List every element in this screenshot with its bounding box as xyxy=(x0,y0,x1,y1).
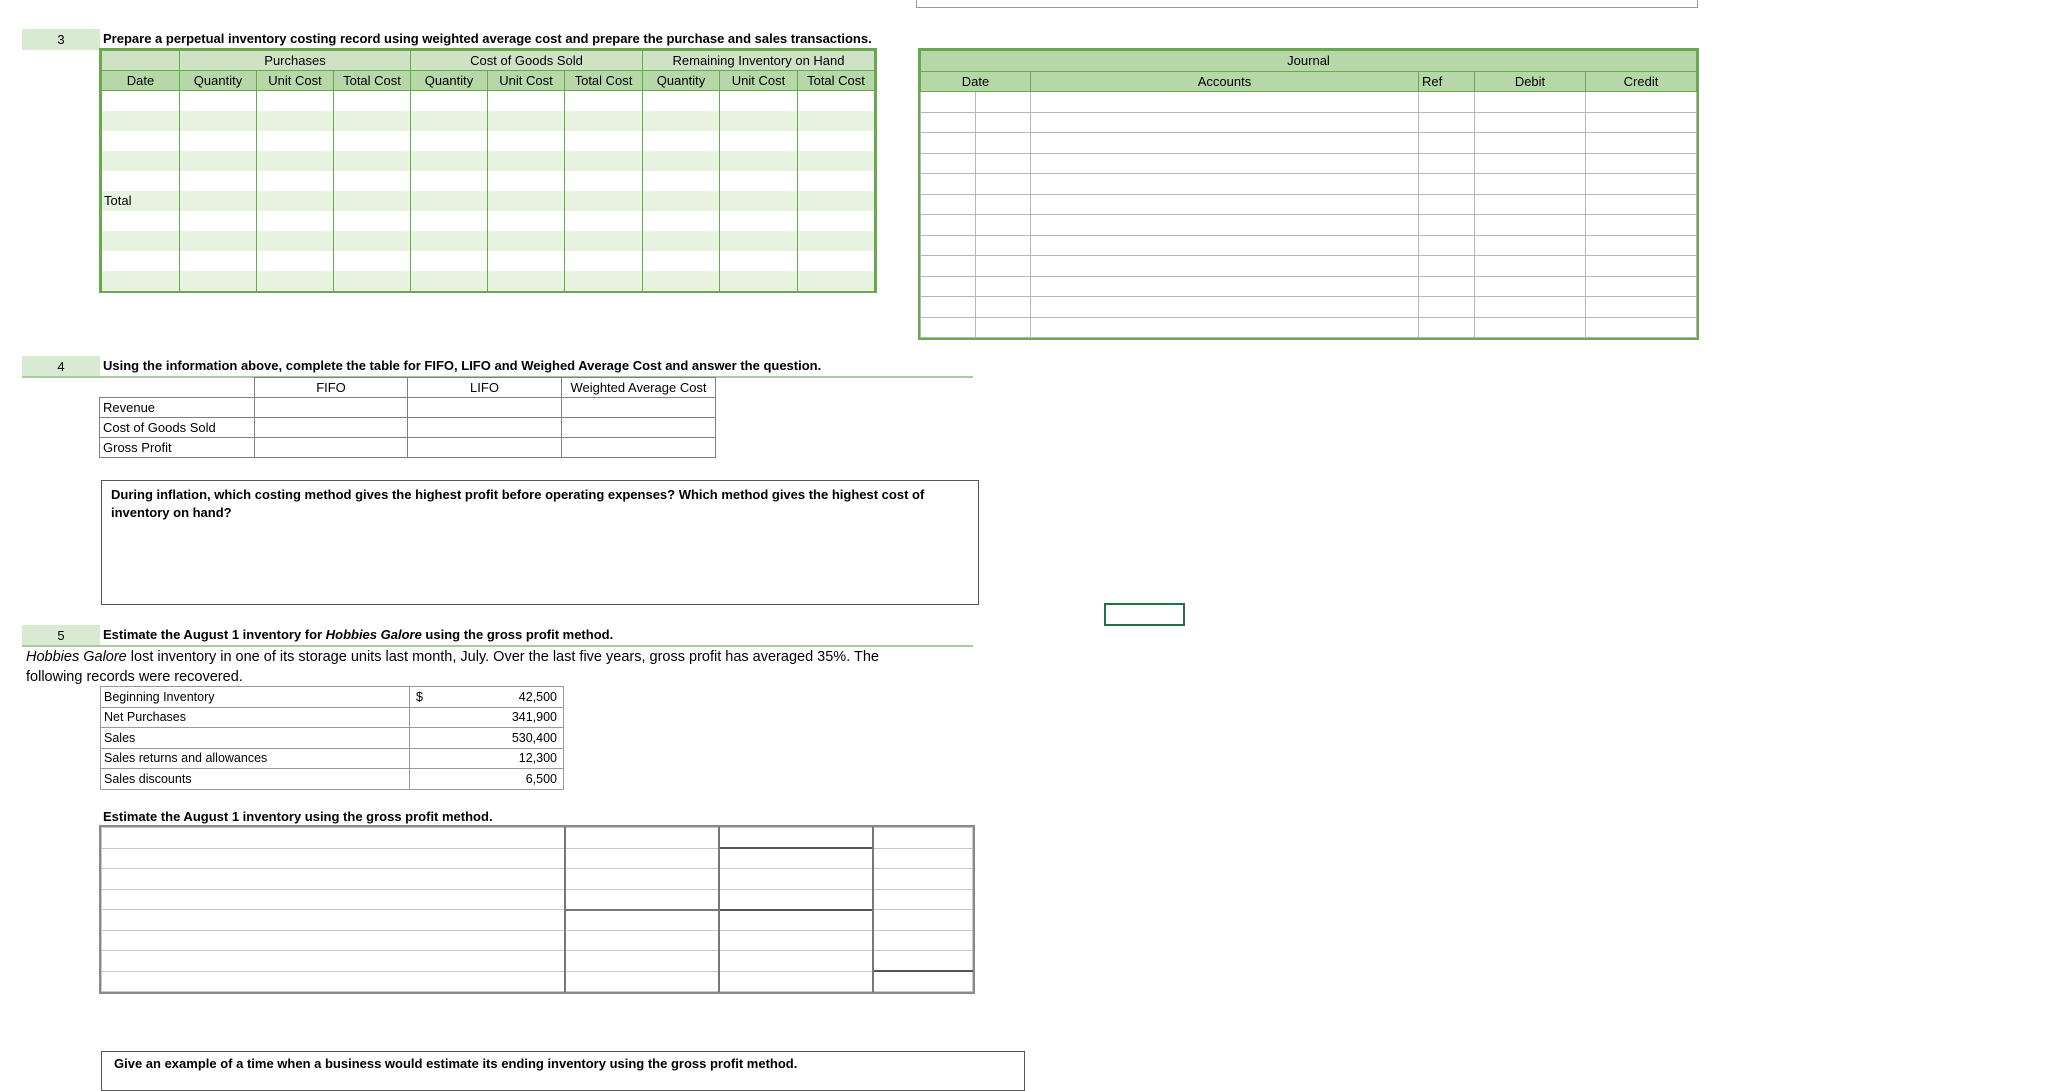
col-date: Date xyxy=(102,71,180,91)
journal-row[interactable] xyxy=(921,112,1697,133)
journal-col-credit: Credit xyxy=(1586,71,1697,92)
journal-col-ref: Ref xyxy=(1419,71,1475,92)
col-cogs-total-cost: Total Cost xyxy=(565,71,643,91)
table-row[interactable] xyxy=(102,271,875,291)
record-label: Beginning Inventory xyxy=(101,687,410,708)
col-purchases-total-cost: Total Cost xyxy=(334,71,411,91)
section-5-title-pre: Estimate the August 1 inventory for xyxy=(103,627,326,642)
record-label: Sales xyxy=(101,728,410,749)
comparison-col-weighted-average: Weighted Average Cost xyxy=(562,378,716,398)
comparison-header-row xyxy=(100,378,716,398)
final-question-text: Give an example of a time when a business would estimate its ending inventory using the gross profit method. xyxy=(114,1056,798,1071)
estimate-row[interactable] xyxy=(102,930,973,951)
inventory-record-table-wrap xyxy=(99,48,877,293)
col-purchases-unit-cost: Unit Cost xyxy=(257,71,334,91)
journal-row[interactable] xyxy=(921,174,1697,195)
record-value: 341,900 xyxy=(410,707,564,728)
inflation-question-box[interactable] xyxy=(101,480,979,605)
estimate-row[interactable] xyxy=(102,889,973,910)
record-value: 12,300 xyxy=(410,748,564,769)
comparison-label-revenue: Revenue xyxy=(100,398,255,418)
journal-row[interactable] xyxy=(921,297,1697,318)
intro-company-name: Hobbies Galore xyxy=(26,649,127,665)
header-remaining-inventory: Remaining Inventory on Hand xyxy=(643,51,875,71)
col-cogs-unit-cost: Unit Cost xyxy=(488,71,565,91)
record-value: 6,500 xyxy=(410,769,564,790)
journal-title: Journal xyxy=(921,51,1697,72)
table-row[interactable] xyxy=(102,251,875,271)
table-row[interactable] xyxy=(102,131,875,151)
total-label: Total xyxy=(102,191,180,211)
record-row xyxy=(101,748,564,769)
comparison-row-revenue[interactable] xyxy=(100,398,716,418)
currency-symbol: $ xyxy=(416,689,423,704)
total-row[interactable] xyxy=(102,191,875,211)
group-header-row xyxy=(102,51,875,71)
journal-col-date: Date xyxy=(921,71,1031,92)
intro-line-1-text: lost inventory in one of its storage units last month, July. Over the last five years, gross profit has averaged 35%. The xyxy=(126,649,879,665)
journal-row[interactable] xyxy=(921,92,1697,113)
section-4-number: 4 xyxy=(22,356,100,377)
column-header-row xyxy=(102,71,875,91)
active-cell-selection[interactable] xyxy=(1104,603,1185,626)
col-purchases-quantity: Quantity xyxy=(180,71,257,91)
gross-profit-estimate-table xyxy=(101,827,973,992)
comparison-col-fifo: FIFO xyxy=(255,378,408,398)
final-question-box[interactable] xyxy=(101,1051,1025,1091)
section-5-number: 5 xyxy=(22,625,100,646)
header-cost-of-goods-sold: Cost of Goods Sold xyxy=(411,51,643,71)
journal-header-row xyxy=(921,71,1697,92)
estimate-title: Estimate the August 1 inventory using the gross profit method. xyxy=(103,809,493,824)
table-row[interactable] xyxy=(102,151,875,171)
estimate-row[interactable] xyxy=(102,910,973,931)
section-5-title xyxy=(103,625,613,645)
record-amount: 42,500 xyxy=(518,689,557,704)
inventory-costing-record-table xyxy=(101,50,875,291)
journal-table xyxy=(920,50,1697,338)
table-row[interactable] xyxy=(102,211,875,231)
table-row[interactable] xyxy=(102,231,875,251)
record-value xyxy=(410,687,564,708)
section-5-intro xyxy=(26,647,879,687)
section-5-title-company: Hobbies Galore xyxy=(325,627,422,642)
section-4-title: Using the information above, complete the table for FIFO, LIFO and Weighed Average Cost and answer the question. xyxy=(103,358,822,373)
col-remaining-quantity: Quantity xyxy=(643,71,720,91)
header-blank xyxy=(102,51,180,71)
inflation-question-text: During inflation, which costing method gives the highest profit before operating expenses? Which method gives the highest cost of inventory on hand? xyxy=(111,487,925,520)
record-label: Sales returns and allowances xyxy=(101,748,410,769)
record-row xyxy=(101,687,564,708)
journal-row[interactable] xyxy=(921,235,1697,256)
section-3-title: Prepare a perpetual inventory costing record using weighted average cost and prepare the purchase and sales transactions. xyxy=(103,31,872,46)
record-label: Sales discounts xyxy=(101,769,410,790)
section-5-title-post: using the gross profit method. xyxy=(421,627,614,642)
col-remaining-unit-cost: Unit Cost xyxy=(720,71,798,91)
estimate-row[interactable] xyxy=(102,869,973,890)
table-row[interactable] xyxy=(102,171,875,191)
estimate-row[interactable] xyxy=(102,828,973,849)
journal-row[interactable] xyxy=(921,276,1697,297)
col-remaining-total-cost: Total Cost xyxy=(798,71,875,91)
journal-row[interactable] xyxy=(921,256,1697,277)
table-row[interactable] xyxy=(102,91,875,111)
section-5-intro-line-1 xyxy=(26,647,879,667)
journal-row[interactable] xyxy=(921,153,1697,174)
comparison-row-gross-profit[interactable] xyxy=(100,438,716,458)
comparison-row-cogs[interactable] xyxy=(100,418,716,438)
estimate-row[interactable] xyxy=(102,951,973,972)
journal-row[interactable] xyxy=(921,317,1697,338)
section-5-intro-line-2: following records were recovered. xyxy=(26,669,243,685)
header-purchases: Purchases xyxy=(180,51,411,71)
estimate-table-wrap xyxy=(99,825,975,994)
journal-row[interactable] xyxy=(921,215,1697,236)
col-cogs-quantity: Quantity xyxy=(411,71,488,91)
journal-table-wrap xyxy=(918,48,1699,340)
comparison-col-lifo: LIFO xyxy=(408,378,562,398)
journal-title-row xyxy=(921,51,1697,72)
record-row xyxy=(101,769,564,790)
journal-row[interactable] xyxy=(921,194,1697,215)
recovered-records-table xyxy=(100,686,564,790)
comparison-label-gross-profit: Gross Profit xyxy=(100,438,255,458)
record-row xyxy=(101,728,564,749)
section-3-number: 3 xyxy=(22,29,100,50)
record-value: 530,400 xyxy=(410,728,564,749)
journal-row[interactable] xyxy=(921,133,1697,154)
comparison-label-cogs: Cost of Goods Sold xyxy=(100,418,255,438)
record-row xyxy=(101,707,564,728)
record-label: Net Purchases xyxy=(101,707,410,728)
journal-col-debit: Debit xyxy=(1475,71,1586,92)
estimate-row[interactable] xyxy=(102,971,973,992)
comparison-header-blank xyxy=(100,378,255,398)
journal-col-accounts: Accounts xyxy=(1031,71,1419,92)
table-row[interactable] xyxy=(102,111,875,131)
estimate-row[interactable] xyxy=(102,848,973,869)
previous-journal-bottom-edge xyxy=(916,0,1698,8)
costing-comparison-table xyxy=(99,377,716,458)
